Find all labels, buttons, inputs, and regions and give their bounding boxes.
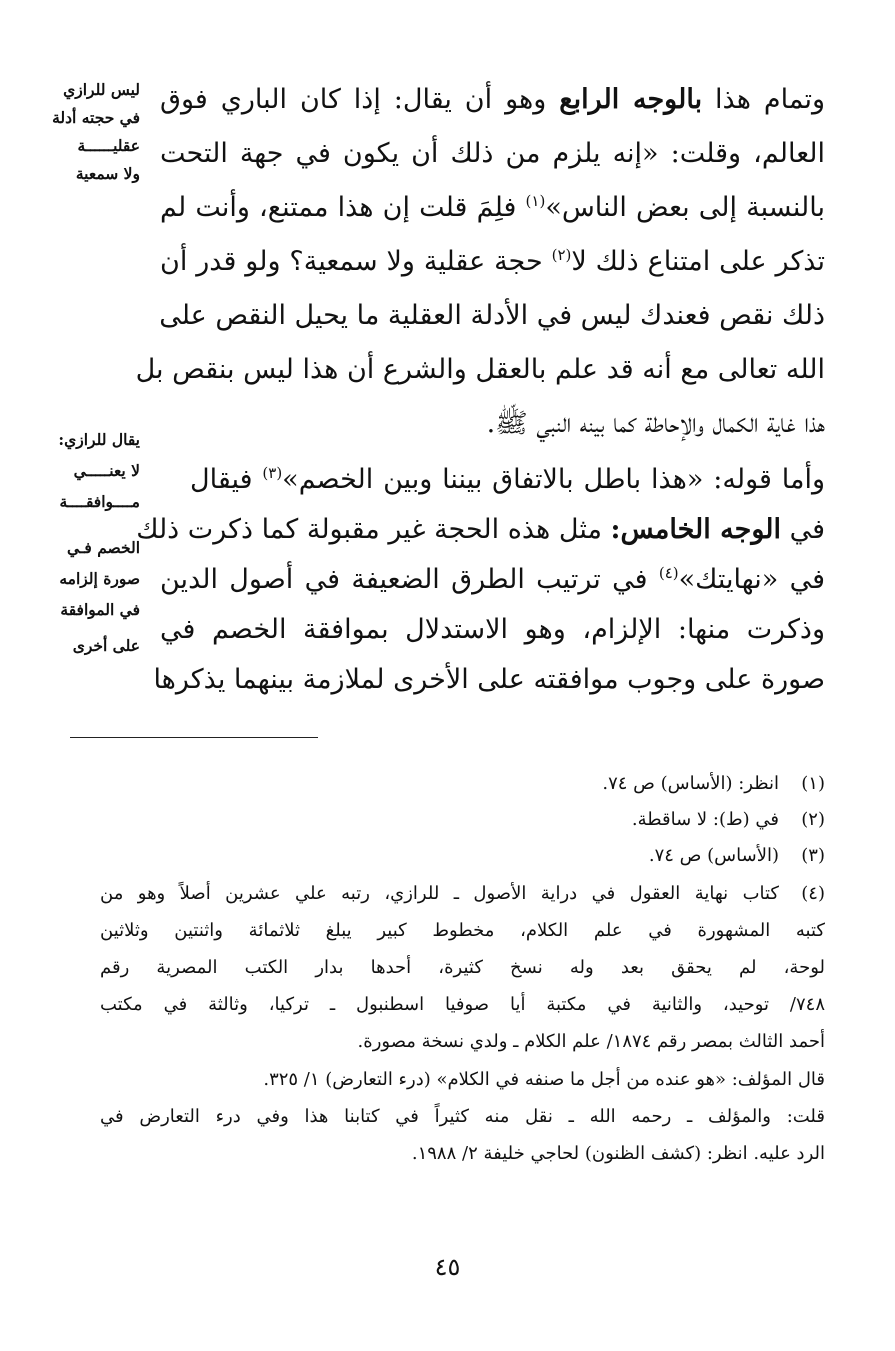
text-run: في «نهايتك» [678,564,825,595]
text-line: وذكرت منها: الإلزام، وهو الاستدلال بموافقة الخصم في [160,614,825,645]
text-run: في [781,514,825,545]
text-line [190,452,825,508]
footnote [632,803,825,837]
footnote-ref: (٤) [658,564,679,582]
footnote-continuation: لوحة، لم يحقق بعد وله نسخ كثيرة، أحدها بدار الكتب المصرية رقم [100,957,825,978]
text-line [160,552,825,608]
side-note-line: مــــوافقــــة [59,492,140,511]
side-note-line: على أخرى [72,636,140,655]
footnote [602,767,825,801]
footnote-text: كتاب نهاية العقول في دراية الأصول ـ للرازي، رتبه علي عشرين أصلاً وهو من [100,883,779,904]
text-run: وأما قوله: «هذا باطل بالاتفاق بيننا وبين الخصم» [282,464,825,495]
text-line: هذا غاية الكمال والإحاطة كما بينه النبي ﷺ. [486,408,825,439]
footnote-separator [70,737,318,738]
footnote-number: (٢) [801,809,825,830]
footnote-number: (٤) [801,883,825,904]
side-note-line: صورة إلزامه [59,569,140,588]
text-run: فيقال [190,464,263,495]
text-line: العالم، وقلت: «إنه يلزم من ذلك أن يكون في جهة التحت [160,138,825,169]
text-line [160,234,825,290]
side-note-line: يقال للرازي: [58,430,140,449]
text-line: الله تعالى مع أنه قد علم بالعقل والشرع أن هذا ليس بنقص بل [135,354,825,385]
side-note-line: لا يعنـــــي [73,461,140,480]
footnote-ref: (٣) [262,464,283,482]
text-line: ذلك نقص فعندك ليس في الأدلة العقلية ما يحيل النقص على [159,300,825,331]
text-run: فلِمَ قلت إن هذا ممتنع، وأنت لم [160,192,526,223]
side-note-line: في الموافقة [60,600,140,619]
footnote-text: في (ط): لا ساقطة. [631,809,779,830]
bold-heading: بالوجه الرابع [559,84,703,115]
footnote [100,877,825,911]
text-line [160,180,825,236]
side-note-line: ليس للرازي [63,80,140,99]
footnote-number: (١) [801,773,825,794]
side-note-line: ولا سمعية [75,164,140,183]
side-note-line: عقليــــــة [77,136,140,155]
footnote-text: انظر: (الأساس) ص ٧٤. [602,773,779,794]
footnote-text: (الأساس) ص ٧٤. [648,845,779,866]
footnote-continuation: قال المؤلف: «هو عنده من أجل ما صنفه في الكلام» (درء التعارض) ١/ ٣٢٥. [263,1069,825,1090]
footnote-continuation: كتبه المشهورة في علم الكلام، مخطوط كبير يبلغ ثلاثمائة واثنتين وثلاثين [100,920,825,941]
text-run: وهو أن يقال: إذا كان الباري فوق [160,84,560,115]
footnote-ref: (٢) [551,246,572,264]
side-note-line: في حجته أدلة [52,108,140,127]
text-line [160,72,825,128]
footnote-number: (٣) [801,845,825,866]
text-run: تذكر على امتناع ذلك لا [571,246,825,277]
footnote-continuation: ٧٤٨/ توحيد، والثانية في مكتبة أيا صوفيا اسطنبول ـ تركيا، وثالثة في مكتب [100,994,825,1015]
footnote-ref: (١) [525,192,546,210]
footnote-continuation: قلت: والمؤلف ـ رحمه الله ـ نقل منه كثيراً في كتابنا هذا وفي درء التعارض في [100,1106,825,1127]
text-run: مثل هذه الحجة غير مقبولة كما ذكرت ذلك [136,514,611,545]
side-note-line: الخصم فـي [66,538,140,557]
footnote-continuation: الرد عليه. انظر: (كشف الظنون) لحاجي خليفة ٢/ ١٩٨٨. [411,1143,825,1164]
bold-heading: الوجه الخامس: [610,514,781,545]
text-run: بالنسبة إلى بعض الناس» [545,192,825,223]
footnote [649,839,825,873]
text-run: في ترتيب الطرق الضعيفة في أصول الدين [160,564,659,595]
footnote-continuation: أحمد الثالث بمصر رقم ١٨٧٤/ علم الكلام ـ ولدي نسخة مصورة. [357,1031,825,1052]
page-number: ٤٥ [434,1253,461,1281]
text-run: وتمام هذا [702,84,826,115]
text-run: حجة عقلية ولا سمعية؟ ولو قدر أن [160,246,552,277]
text-line [136,502,825,558]
text-line: صورة على وجوب موافقته على الأخرى لملازمة بينهما يذكرها [153,664,825,695]
